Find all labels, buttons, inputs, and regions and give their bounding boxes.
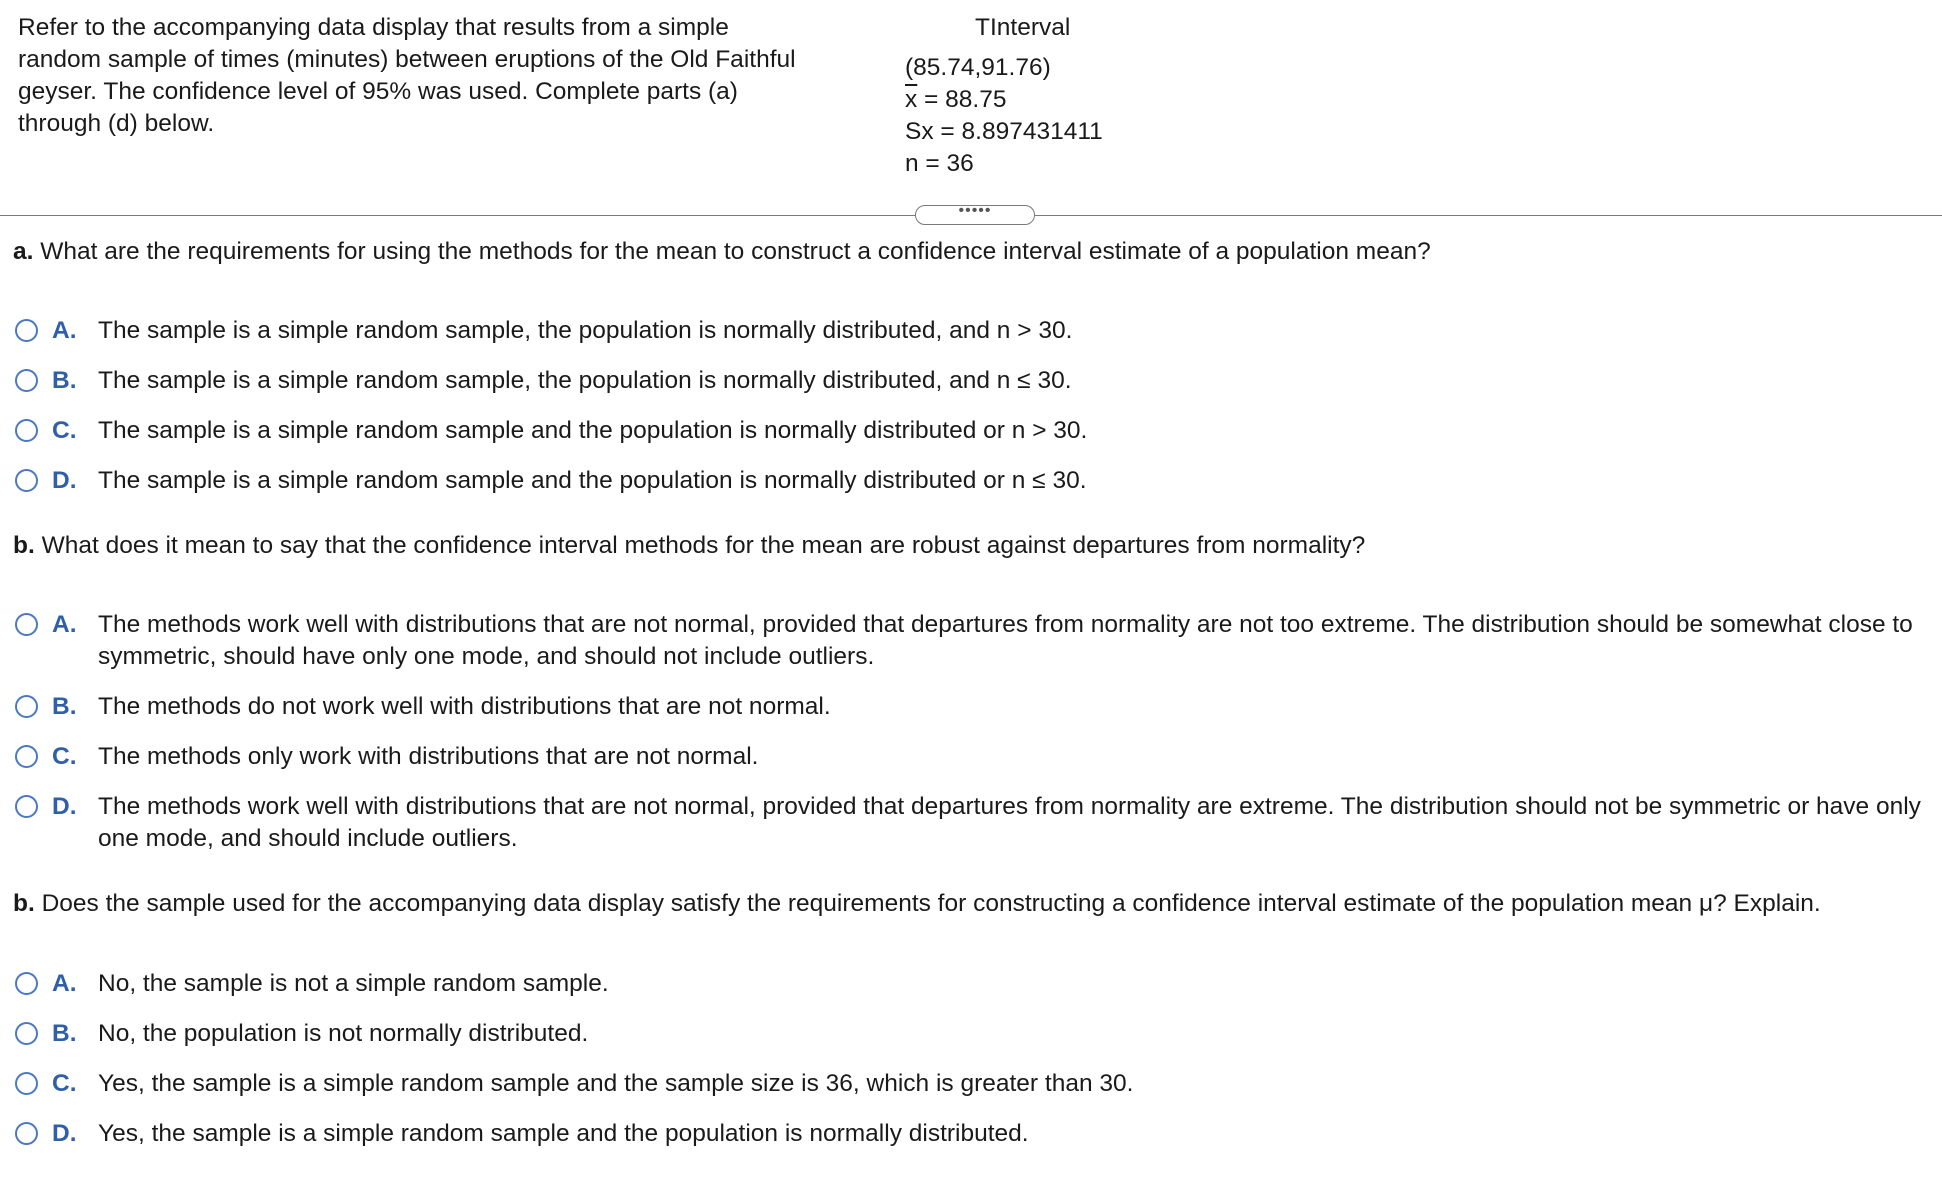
option-b-A[interactable] — [15, 609, 1928, 673]
xbar-value: = 88.75 — [917, 86, 1007, 113]
option-text: The sample is a simple random sample, the population is normally distributed, and n > 30. — [98, 317, 1073, 344]
question-text: Does the sample used for the accompanying data display satisfy the requirements for constructing a confidence interval estimate of the population mean μ? Explain. — [34, 890, 1821, 917]
radio-button[interactable] — [15, 419, 38, 442]
option-a-A[interactable] — [15, 315, 1928, 347]
question-text: What does it mean to say that the confidence interval methods for the mean are robust against departures from normality? — [34, 532, 1366, 559]
option-letter: D. — [52, 467, 77, 494]
radio-button[interactable] — [15, 695, 38, 718]
option-letter: D. — [52, 793, 77, 820]
display-n: n = 36 — [905, 150, 974, 177]
option-letter: D. — [52, 1120, 77, 1147]
option-text: Yes, the sample is a simple random sample and the sample size is 36, which is greater than 30. — [98, 1070, 1134, 1097]
option-text: The methods work well with distributions that are not normal, provided that departures from normality are extreme. The distribution should not be symmetric or have only one mode, and should include outliers. — [98, 793, 1921, 852]
option-text: Yes, the sample is a simple random sample and the population is normally distributed. — [98, 1120, 1029, 1147]
question-label: b. — [13, 890, 35, 917]
option-b-D[interactable] — [15, 791, 1928, 855]
option-text: The methods do not work well with distributions that are not normal. — [98, 693, 831, 720]
option-text: No, the population is not normally distributed. — [98, 1020, 589, 1047]
radio-button[interactable] — [15, 469, 38, 492]
radio-button[interactable] — [15, 613, 38, 636]
question-c — [13, 888, 1821, 920]
option-c-B[interactable] — [15, 1018, 1928, 1050]
option-letter: C. — [52, 1070, 77, 1097]
option-letter: A. — [52, 611, 77, 638]
radio-button[interactable] — [15, 1122, 38, 1145]
radio-button[interactable] — [15, 1022, 38, 1045]
data-display — [905, 12, 1103, 180]
option-letter: B. — [52, 1020, 77, 1047]
question-label: a. — [13, 238, 34, 265]
radio-button[interactable] — [15, 795, 38, 818]
display-sx: Sx = 8.897431411 — [905, 118, 1103, 145]
option-letter: A. — [52, 317, 77, 344]
option-c-C[interactable] — [15, 1068, 1928, 1100]
xbar-symbol: $\overline{x}$ — [905, 86, 918, 113]
option-text: The methods work well with distributions that are not normal, provided that departures from normality are not too extreme. The distribution should be somewhat close to symmetric, should have only one mode, and should not include outliers. — [98, 611, 1913, 670]
radio-button[interactable] — [15, 369, 38, 392]
option-letter: C. — [52, 743, 77, 770]
display-interval: (85.74,91.76) — [905, 54, 1051, 81]
display-title: TInterval — [975, 14, 1071, 41]
expand-button[interactable]: ••••• — [915, 205, 1035, 225]
option-b-B[interactable] — [15, 691, 1928, 723]
problem-intro: Refer to the accompanying data display that results from a simple random sample of times (minutes) between eruptions of the Old Faithful geyser. The confidence level of 95% was used. Complete parts (a) through (d) below. — [18, 14, 796, 137]
radio-button[interactable] — [15, 972, 38, 995]
radio-button[interactable] — [15, 745, 38, 768]
question-b — [13, 530, 1365, 562]
option-letter: C. — [52, 417, 77, 444]
option-letter: B. — [52, 693, 77, 720]
question-a — [13, 236, 1431, 268]
option-letter: A. — [52, 970, 77, 997]
option-text: The sample is a simple random sample and the population is normally distributed or n ≤ 30. — [98, 467, 1087, 494]
option-a-D[interactable] — [15, 465, 1928, 497]
option-text: The methods only work with distributions that are not normal. — [98, 743, 759, 770]
option-b-C[interactable] — [15, 741, 1928, 773]
option-text: The sample is a simple random sample and the population is normally distributed or n > 30. — [98, 417, 1088, 444]
question-text: What are the requirements for using the methods for the mean to construct a confidence interval estimate of a population mean? — [33, 238, 1431, 265]
option-a-B[interactable] — [15, 365, 1928, 397]
option-c-A[interactable] — [15, 968, 1928, 1000]
radio-button[interactable] — [15, 1072, 38, 1095]
option-text: No, the sample is not a simple random sample. — [98, 970, 609, 997]
radio-button[interactable] — [15, 319, 38, 342]
option-letter: B. — [52, 367, 77, 394]
option-text: The sample is a simple random sample, the population is normally distributed, and n ≤ 30. — [98, 367, 1072, 394]
option-a-C[interactable] — [15, 415, 1928, 447]
question-label: b. — [13, 532, 35, 559]
display-mean — [905, 84, 1103, 116]
option-c-D[interactable] — [15, 1118, 1928, 1150]
